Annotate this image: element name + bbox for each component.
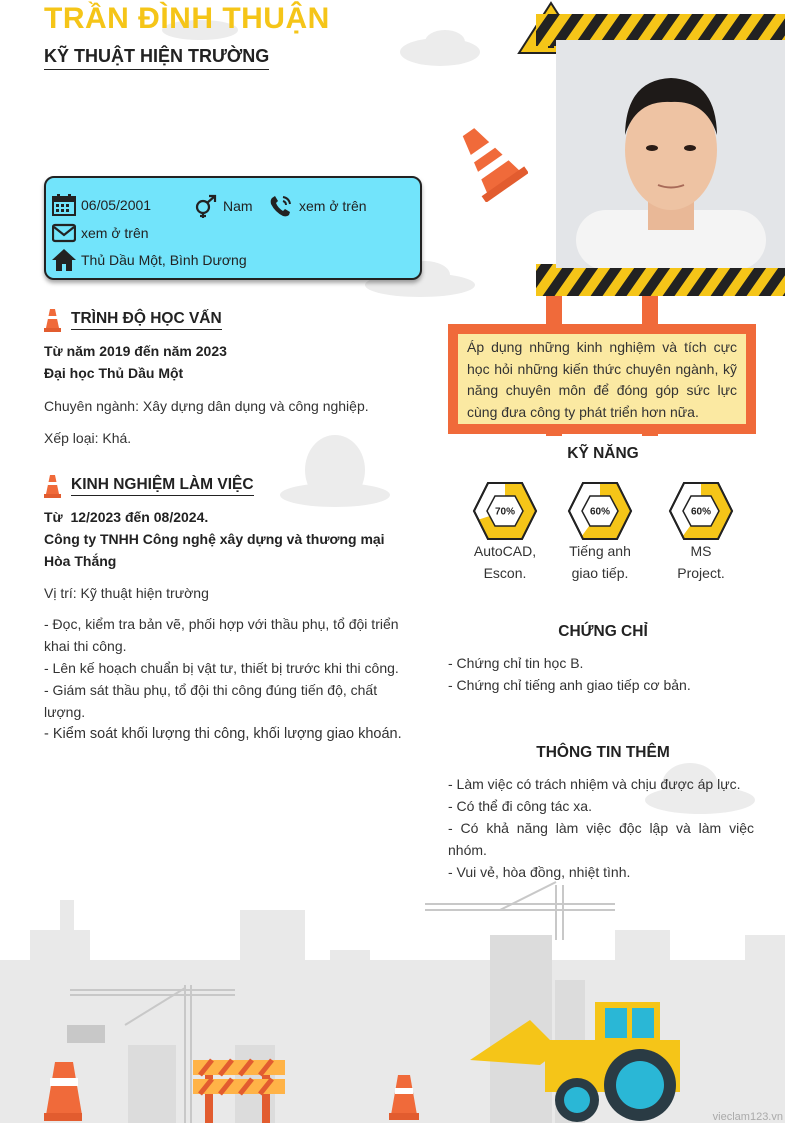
gender-value: Nam bbox=[223, 198, 253, 214]
gender-icon bbox=[194, 194, 218, 218]
email-icon bbox=[52, 222, 76, 244]
duty-item: - Đọc, kiểm tra bản vẽ, phối hợp với thầu phụ, tổ đội triển khai thi công. bbox=[44, 616, 399, 654]
duty-item: - Giám sát thầu phụ, tổ đội thi công đúng tiến độ, chất lượng. bbox=[44, 682, 378, 720]
phone-icon bbox=[268, 194, 294, 218]
address-item bbox=[52, 248, 247, 272]
education-major: Chuyên ngành: Xây dựng dân dụng và công nghiệp. bbox=[44, 398, 369, 414]
skill-name: MS Project. bbox=[677, 543, 725, 581]
certificate-item: - Chứng chỉ tiếng anh giao tiếp cơ bản. bbox=[448, 677, 691, 693]
email-value: xem ở trên bbox=[81, 225, 149, 241]
skill-level-hexagon bbox=[668, 482, 734, 540]
experience-period: Từ 12/2023 đến 08/2024. bbox=[44, 509, 209, 525]
phone-item bbox=[268, 194, 367, 218]
extra-info-item: - Có thể đi công tác xa. bbox=[448, 798, 592, 814]
traffic-cone-icon bbox=[44, 474, 61, 498]
experience-duties bbox=[44, 613, 416, 745]
skill-item bbox=[567, 482, 633, 584]
birthday-value: 06/05/2001 bbox=[81, 197, 152, 213]
experience-company: Công ty TNHH Công nghệ xây dựng và thương mại Hòa Thắng bbox=[44, 531, 385, 569]
education-grade: Xếp loại: Khá. bbox=[44, 430, 132, 446]
skill-item bbox=[668, 482, 734, 584]
skill-level-hexagon bbox=[472, 482, 538, 540]
education-period: Từ năm 2019 đến năm 2023 bbox=[44, 343, 227, 359]
skill-name: Tiếng anh giao tiếp. bbox=[569, 543, 631, 581]
candidate-name: TRẦN ĐÌNH THUẬN bbox=[44, 2, 330, 35]
education-school: Đại học Thủ Dầu Một bbox=[44, 365, 184, 381]
skills-heading: KỸ NĂNG bbox=[567, 445, 639, 462]
traffic-cone-icon bbox=[448, 118, 528, 202]
extra-info-list bbox=[448, 773, 754, 883]
skill-level-label: 70% bbox=[494, 506, 516, 518]
skill-item bbox=[466, 482, 544, 584]
phone-value: xem ở trên bbox=[299, 198, 367, 214]
skill-name: AutoCAD, Escon. bbox=[473, 543, 537, 581]
experience-heading-text: KINH NGHIỆM LÀM VIỆC bbox=[71, 476, 254, 496]
address-value: Thủ Dầu Một, Bình Dương bbox=[81, 252, 247, 268]
education-heading bbox=[44, 308, 222, 332]
birthday-item bbox=[52, 194, 151, 216]
duty-item: - Lên kế hoạch chuẩn bị vật tư, thiết bị trước khi thi công. bbox=[44, 660, 399, 676]
extra-info-heading: THÔNG TIN THÊM bbox=[536, 744, 670, 761]
gender-item bbox=[194, 194, 253, 218]
skill-level-label: 60% bbox=[690, 506, 712, 518]
certificate-item: - Chứng chỉ tin học B. bbox=[448, 655, 584, 671]
certificates-list bbox=[448, 652, 756, 696]
job-title: KỸ THUẬT HIỆN TRƯỜNG bbox=[44, 46, 269, 70]
experience-position: Vị trí: Kỹ thuật hiện trường bbox=[44, 585, 209, 601]
profile-photo bbox=[556, 40, 785, 268]
career-objective-text: Áp dụng những kinh nghiệm và tích cực học hỏi những kiến thức chuyên ngành, kỹ năng chuyên môn để đóng góp sức lực cùng đưa công ty phát triển hơn nữa. bbox=[458, 334, 746, 424]
home-icon bbox=[52, 248, 76, 272]
certificates-heading: CHỨNG CHỈ bbox=[558, 623, 648, 640]
extra-info-item: - Vui vẻ, hòa đồng, nhiệt tình. bbox=[448, 864, 631, 880]
education-heading-text: TRÌNH ĐỘ HỌC VẤN bbox=[71, 310, 222, 330]
duty-item: - Kiểm soát khối lượng thi công, khối lượng giao khoán. bbox=[44, 726, 402, 742]
skill-level-hexagon bbox=[567, 482, 633, 540]
email-item bbox=[52, 222, 149, 244]
watermark: vieclam123.vn bbox=[712, 1111, 783, 1123]
experience-heading bbox=[44, 474, 254, 498]
calendar-icon bbox=[52, 194, 76, 216]
contact-box bbox=[44, 176, 422, 280]
traffic-cone-icon bbox=[44, 308, 61, 332]
career-objective-box bbox=[448, 324, 756, 434]
skill-level-label: 60% bbox=[589, 506, 611, 518]
extra-info-item: - Có khả năng làm việc độc lập và làm việc nhóm. bbox=[448, 820, 754, 858]
extra-info-item: - Làm việc có trách nhiệm và chịu được áp lực. bbox=[448, 776, 741, 792]
